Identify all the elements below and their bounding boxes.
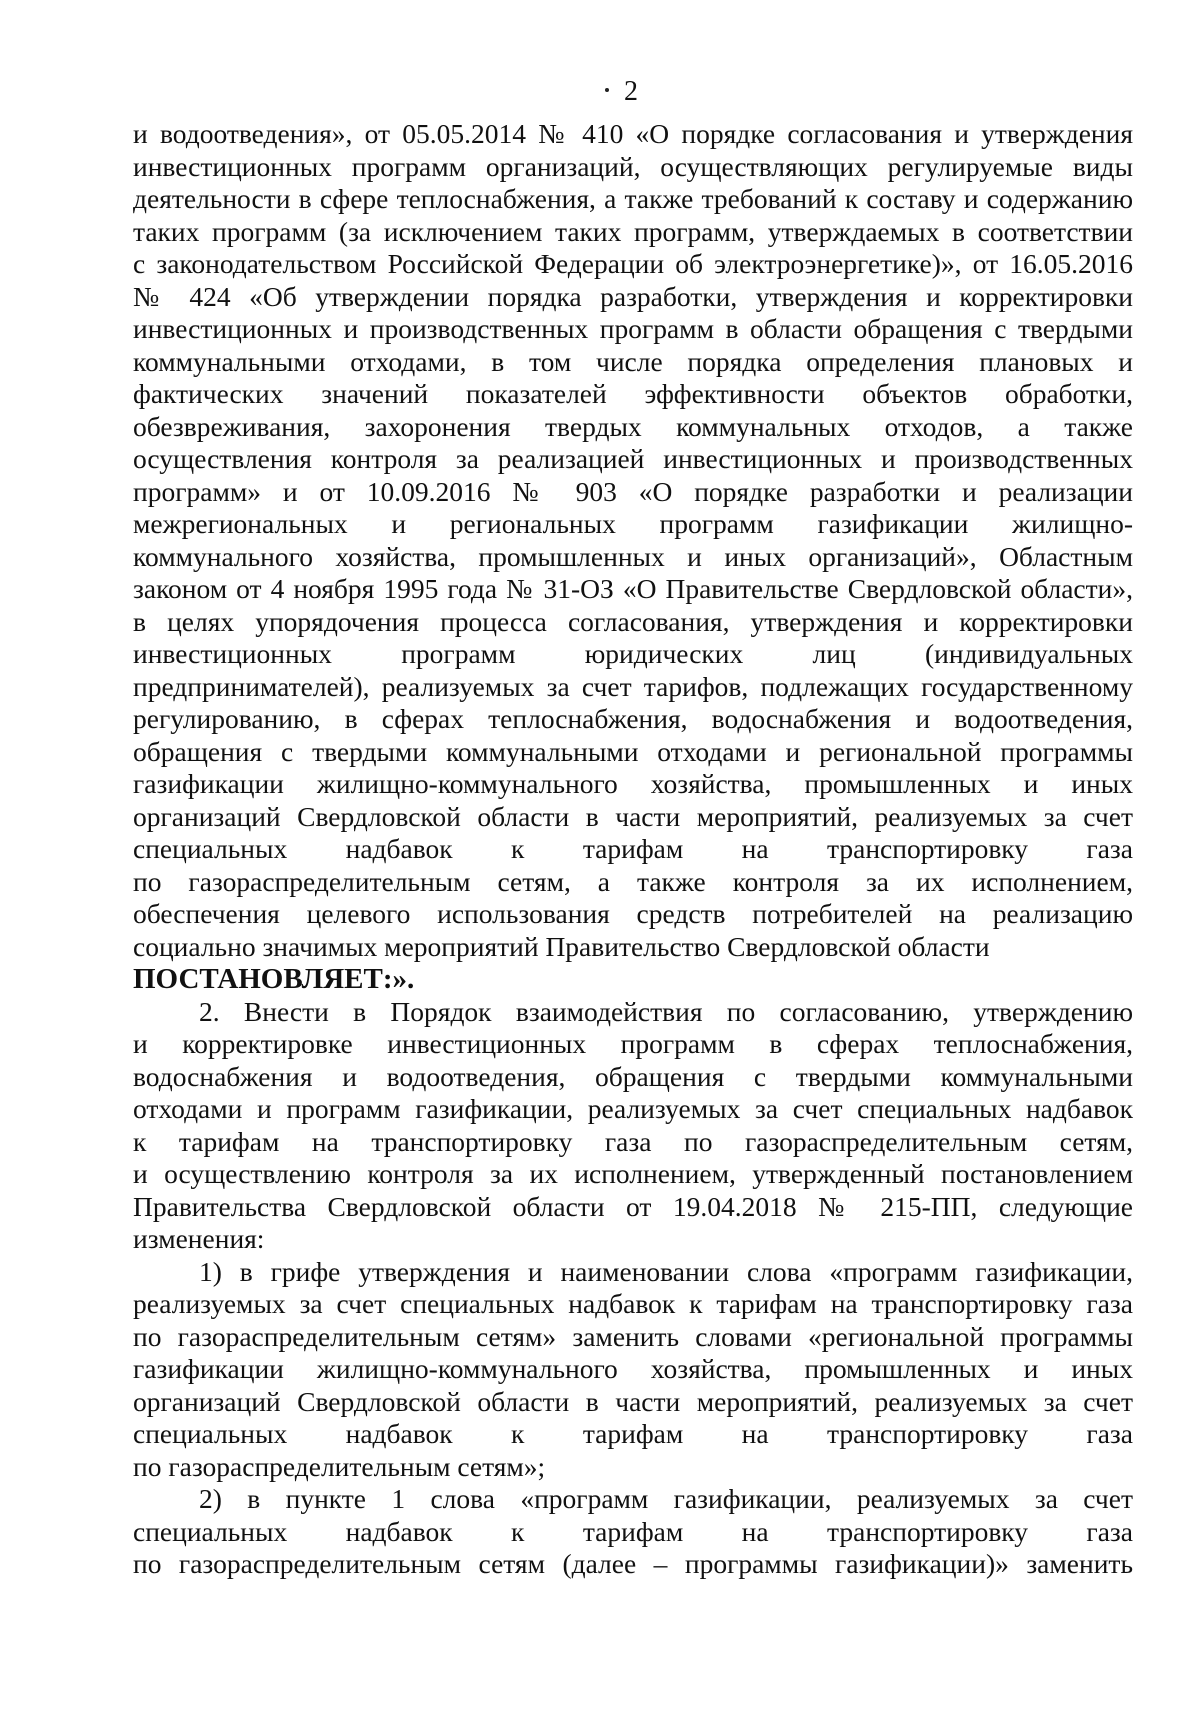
text-line: регулированию, в сферах теплоснабжения, водоснабжения и водоотведения,	[133, 703, 1133, 734]
text-line: организаций Свердловской области в части мероприятий, реализуемых за счет	[133, 1385, 1133, 1417]
page-number: 2	[624, 76, 638, 107]
text-line: законом от 4 ноября 1995 года № 31-ОЗ «О Правительстве Свердловской области»,	[133, 573, 1133, 604]
text-line: 2. Внести в Порядок взаимодействия по согласованию, утверждению	[199, 995, 1133, 1027]
text-line: фактических значений показателей эффективности объектов обработки,	[133, 378, 1133, 409]
text-line: 1) в грифе утверждения и наименовании слова «программ газификации,	[199, 1255, 1133, 1287]
text-line: межрегиональных и региональных программ газификации жилищно-	[133, 508, 1133, 539]
text-line: реализуемых за счет специальных надбавок к тарифам на транспортировку газа	[133, 1288, 1133, 1319]
text-line: по газораспределительным сетям (далее – программы газификации)» заменить	[133, 1548, 1133, 1579]
paragraph	[133, 118, 1133, 963]
text-line: 2) в пункте 1 слова «программ газификации, реализуемых за счет	[199, 1483, 1133, 1514]
text-line: организаций Свердловской области в части мероприятий, реализуемых за счет	[133, 800, 1133, 832]
text-line: обезвреживания, захоронения твердых коммунальных отходов, а также	[133, 410, 1133, 442]
text-line: обращения с твердыми коммунальными отходами и региональной программы	[133, 735, 1133, 767]
text-line: и осуществлению контроля за их исполнением, утвержденный постановлением	[133, 1158, 1133, 1189]
text-line: коммунального хозяйства, промышленных и иных организаций», Областным	[133, 540, 1133, 572]
text-line: предпринимателей), реализуемых за счет тарифов, подлежащих государственному	[133, 670, 1133, 702]
text-line: инвестиционных программ юридических лиц (индивидуальных	[133, 638, 1133, 669]
document-body	[133, 118, 1133, 1581]
text-line: таких программ (за исключением таких программ, утверждаемых в соответствии	[133, 215, 1133, 247]
text-line: инвестиционных и производственных программ в области обращения с твердыми	[133, 313, 1133, 344]
text-line: социально значимых мероприятий Правительство Свердловской области	[133, 930, 990, 962]
text-line: ПОСТАНОВЛЯЕТ:».	[133, 963, 415, 995]
text-line: деятельности в сфере теплоснабжения, а также требований к составу и содержанию	[133, 183, 1133, 214]
text-line: Правительства Свердловской области от 19.04.2018 № 215-ПП, следующие	[133, 1190, 1133, 1222]
text-line: инвестиционных программ организаций, осуществляющих регулируемые виды	[133, 150, 1133, 182]
text-line: № 424 «Об утверждении порядка разработки, утверждения и корректировки	[133, 280, 1133, 312]
text-line: к тарифам на транспортировку газа по газораспределительным сетям,	[133, 1125, 1133, 1157]
text-line: водоснабжения и водоотведения, обращения с твердыми коммунальными	[133, 1060, 1133, 1092]
decree-keyword	[133, 963, 1133, 996]
text-line: коммунальными отходами, в том числе порядка определения плановых и	[133, 345, 1133, 377]
paragraph	[133, 996, 1133, 1256]
text-line: по газораспределительным сетям»;	[133, 1450, 546, 1482]
text-line: программ» и от 10.09.2016 № 903 «О порядке разработки и реализации	[133, 475, 1133, 507]
text-line: газификации жилищно-коммунального хозяйства, промышленных и иных	[133, 1353, 1133, 1384]
paragraph	[133, 1256, 1133, 1484]
text-line: специальных надбавок к тарифам на транспортировку газа	[133, 833, 1133, 864]
text-line: изменения:	[133, 1223, 265, 1254]
text-line: в целях упорядочения процесса согласования, утверждения и корректировки	[133, 605, 1133, 637]
paragraph	[133, 1483, 1133, 1581]
text-line: газификации жилищно-коммунального хозяйства, промышленных и иных	[133, 768, 1133, 799]
text-line: осуществления контроля за реализацией инвестиционных и производственных	[133, 443, 1133, 474]
text-line: обеспечения целевого использования средств потребителей на реализацию	[133, 898, 1133, 929]
text-line: по газораспределительным сетям, а также контроля за их исполнением,	[133, 865, 1133, 897]
text-line: с законодательством Российской Федерации об электроэнергетике)», от 16.05.2016	[133, 248, 1133, 279]
text-line: и водоотведения», от 05.05.2014 № 410 «О порядке согласования и утверждения	[133, 118, 1133, 149]
text-line: специальных надбавок к тарифам на транспортировку газа	[133, 1515, 1133, 1547]
text-line: по газораспределительным сетям» заменить словами «региональной программы	[133, 1320, 1133, 1352]
text-line: отходами и программ газификации, реализуемых за счет специальных надбавок	[133, 1093, 1133, 1124]
text-line: и корректировке инвестиционных программ в сферах теплоснабжения,	[133, 1028, 1133, 1059]
text-line: специальных надбавок к тарифам на транспортировку газа	[133, 1418, 1133, 1449]
